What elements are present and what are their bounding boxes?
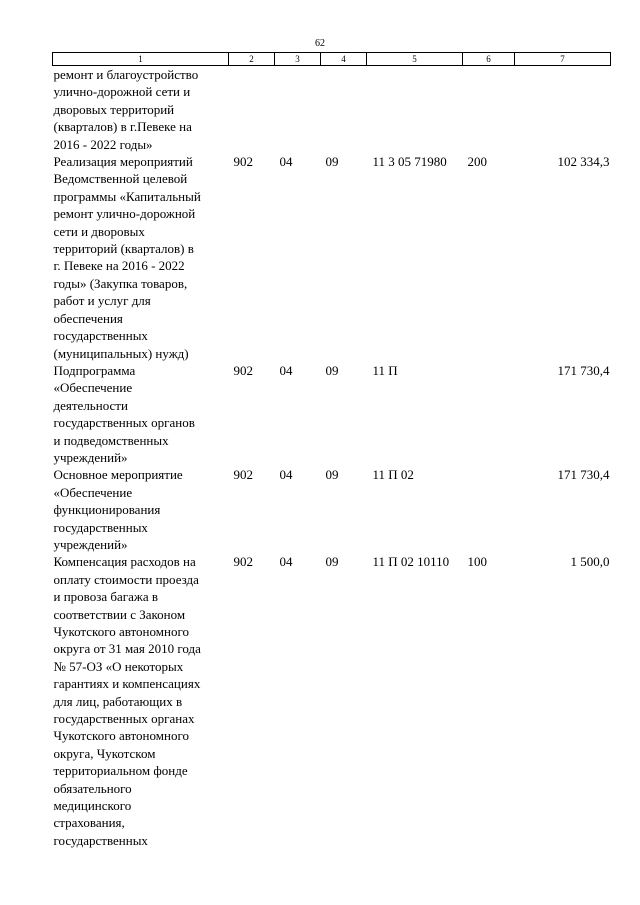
description-line: Реализация мероприятий xyxy=(53,154,193,170)
description-line: ремонт и благоустройство xyxy=(53,67,199,82)
subsection-code: 09 xyxy=(325,467,339,483)
description-line: г. Певеке на 2016 - 2022 xyxy=(53,258,185,274)
description-line: годы» (Закупка товаров, xyxy=(53,275,188,291)
description-line: оплату стоимости проезда xyxy=(53,571,199,587)
subsection-code: 09 xyxy=(325,362,339,378)
section-code: 04 xyxy=(279,467,293,483)
description-line: сети и дворовых xyxy=(53,223,145,239)
description-line: Подпрограмма xyxy=(53,362,136,378)
ministry-code: 902 xyxy=(233,467,253,483)
description-line: государственных xyxy=(53,832,148,848)
ministry-code: 902 xyxy=(233,362,253,378)
row-description xyxy=(53,153,229,362)
description-line: «Обеспечение xyxy=(53,484,133,500)
description-line: Ведомственной целевой xyxy=(53,171,188,187)
description-line: Компенсация расходов на xyxy=(53,554,196,570)
description-line: территориальном фонде xyxy=(53,763,188,779)
expense-type-code xyxy=(463,66,515,154)
description-line: страхования, xyxy=(53,815,125,831)
description-line: функционирования xyxy=(53,502,161,518)
description-line: округа, Чукотском xyxy=(53,745,156,761)
description-line: для лиц, работающих в xyxy=(53,693,183,709)
section-code: 04 xyxy=(279,362,293,378)
description-line: улично-дорожной сети и xyxy=(53,84,191,100)
description-line: медицинского xyxy=(53,798,132,814)
section-code: 04 xyxy=(279,154,293,170)
description-line: государственных органов xyxy=(53,415,195,431)
description-line: работ и услуг для xyxy=(53,293,151,309)
description-line: обеспечения xyxy=(53,310,123,326)
section-code: 04 xyxy=(279,554,293,570)
description-line: Чукотского автономного xyxy=(53,728,189,744)
amount-value: 171 730,4 xyxy=(557,467,610,483)
description-line: «Обеспечение xyxy=(53,380,133,396)
target-article-code: 11 3 05 71980 xyxy=(372,154,447,170)
row-description xyxy=(53,466,229,553)
description-line: соответствии с Законом xyxy=(53,606,186,622)
column-header: 3 xyxy=(275,53,321,66)
description-line: учреждений» xyxy=(53,449,128,465)
column-header: 2 xyxy=(229,53,275,66)
subsection-code xyxy=(321,66,367,154)
description-line: № 57-ОЗ «О некоторых xyxy=(53,658,184,674)
expense-type-code xyxy=(463,466,515,553)
row-description xyxy=(53,553,229,849)
budget-table xyxy=(52,52,611,849)
amount-value: 102 334,3 xyxy=(557,154,610,170)
description-line: обязательного xyxy=(53,780,132,796)
ministry-code xyxy=(229,66,275,154)
column-header: 1 xyxy=(53,53,229,66)
table-row xyxy=(53,362,611,466)
table-row xyxy=(53,553,611,849)
description-line: дворовых территорий xyxy=(53,101,175,117)
section-code xyxy=(275,66,321,154)
table-row xyxy=(53,66,611,154)
table-row xyxy=(53,153,611,362)
description-line: деятельности xyxy=(53,397,128,413)
ministry-code: 902 xyxy=(233,554,253,570)
description-line: Чукотского автономного xyxy=(53,624,189,639)
column-header: 6 xyxy=(463,53,515,66)
target-article-code: 11 П 02 10110 xyxy=(372,554,450,570)
description-line: округа от 31 мая 2010 года xyxy=(53,641,201,657)
amount-value: 171 730,4 xyxy=(557,362,610,378)
description-line: гарантиях и компенсациях xyxy=(53,676,201,692)
table-row xyxy=(53,466,611,553)
description-line: государственных xyxy=(53,519,148,535)
column-header: 5 xyxy=(367,53,463,66)
description-line: Основное мероприятие xyxy=(53,467,183,483)
row-description xyxy=(53,362,229,466)
page-number: 62 xyxy=(315,38,325,49)
amount-value: 1 500,0 xyxy=(570,554,610,570)
description-line: территорий (кварталов) в xyxy=(53,241,194,257)
description-line: и подведомственных xyxy=(53,432,169,448)
target-article-code: 11 П xyxy=(372,362,398,378)
description-line: государственных xyxy=(53,328,148,344)
description-line: ремонт улично-дорожной xyxy=(53,206,196,222)
description-line: и провоза багажа в xyxy=(53,589,158,605)
amount-value xyxy=(515,66,611,154)
description-line: государственных органах xyxy=(53,711,195,727)
row-description xyxy=(53,66,229,154)
column-header: 7 xyxy=(515,53,611,66)
expense-type-code: 200 xyxy=(467,154,487,170)
subsection-code: 09 xyxy=(325,554,339,570)
description-line: 2016 - 2022 годы» xyxy=(53,136,153,152)
target-article-code xyxy=(367,66,463,154)
description-line: учреждений» xyxy=(53,536,128,552)
description-line: программы «Капитальный xyxy=(53,188,201,204)
table-body xyxy=(53,66,611,850)
description-line: (кварталов) в г.Певеке на xyxy=(53,119,192,135)
expense-type-code: 100 xyxy=(467,554,487,570)
ministry-code: 902 xyxy=(233,154,253,170)
column-header: 4 xyxy=(321,53,367,66)
target-article-code: 11 П 02 xyxy=(372,467,414,483)
description-line: (муниципальных) нужд) xyxy=(53,345,189,361)
expense-type-code xyxy=(463,362,515,466)
table-header-row xyxy=(53,53,611,66)
subsection-code: 09 xyxy=(325,154,339,170)
